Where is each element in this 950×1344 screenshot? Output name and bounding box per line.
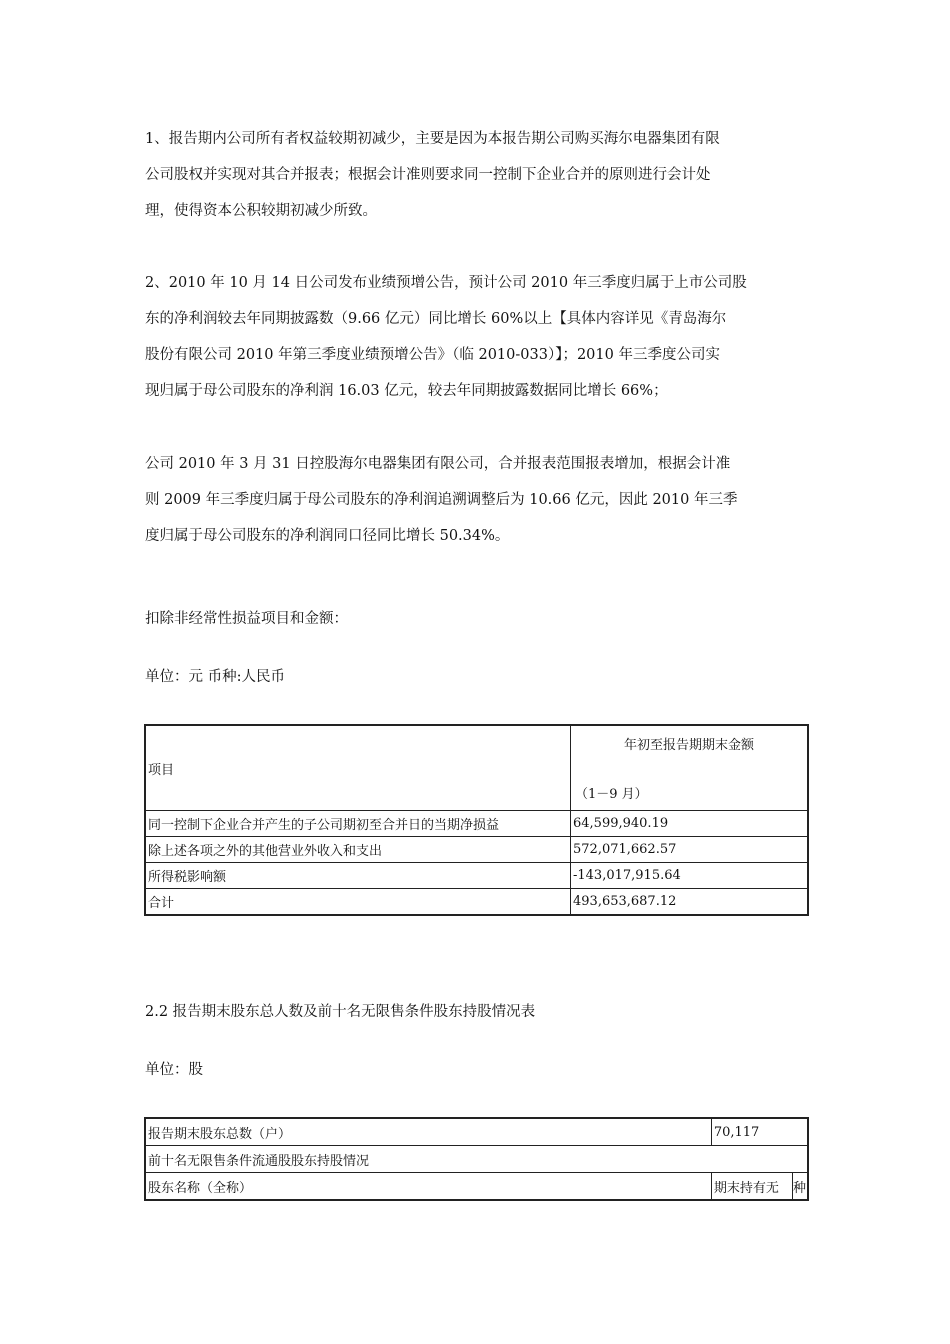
row-amount: 572,071,662.57 — [571, 837, 809, 863]
row-item: 同一控制下企业合并产生的子公司期初至合并日的当期净损益 — [145, 811, 571, 837]
table-row — [145, 889, 808, 916]
column-shareholder-name: 股东名称（全称） — [145, 1173, 711, 1201]
header-amount-period: （1－9 月） — [575, 787, 648, 802]
table-row — [145, 837, 808, 863]
row-item: 合计 — [145, 889, 571, 916]
total-shareholders-label: 报告期末股东总数（户） — [145, 1118, 711, 1146]
header-item: 项目 — [145, 725, 571, 811]
shareholders-table — [144, 1117, 809, 1201]
row-item: 除上述各项之外的其他营业外收入和支出 — [145, 837, 571, 863]
row-amount: 493,653,687.12 — [571, 889, 809, 916]
column-type: 种 — [792, 1173, 808, 1201]
unit-currency-label: 单位：元 币种:人民币 — [145, 669, 285, 685]
top10-label: 前十名无限售条件流通股股东持股情况 — [145, 1146, 808, 1173]
table-header-row — [145, 725, 808, 811]
table-row — [145, 1173, 808, 1201]
header-amount-label: 年初至报告期期末金额 — [623, 738, 754, 753]
paragraph-consolidation: 公司 2010 年 3 月 31 日控股海尔电器集团有限公司，合并报表范围报表增加，根据会计准 则 2009 年三季度归属于母公司股东的净利润追溯调整后为 10.66 亿元，因此 2010 年三季 度归属于母公司股东的净利润同口径同比增长 50.34%。 — [145, 456, 738, 544]
column-holding: 期末持有无 — [711, 1173, 792, 1201]
paragraph-equity-decrease: 1、报告期内公司所有者权益较期初减少，主要是因为本报告期公司购买海尔电器集团有限 公司股权并实现对其合并报表；根据会计准则要求同一控制下企业合并的原则进行会计处 理，使得资本公积较期初减少所致。 — [145, 131, 720, 219]
row-amount: -143,017,915.64 — [571, 863, 809, 889]
nonrecurring-items-table — [144, 724, 809, 916]
section-heading-shareholders: 2.2 报告期末股东总人数及前十名无限售条件股东持股情况表 — [145, 1004, 536, 1020]
table-row — [145, 1118, 808, 1146]
total-shareholders-value: 70,117 — [711, 1118, 808, 1146]
table-row — [145, 863, 808, 889]
row-amount: 64,599,940.19 — [571, 811, 809, 837]
section-heading-nonrecurring: 扣除非经常性损益项目和金额： — [145, 611, 348, 627]
table-row — [145, 811, 808, 837]
header-amount — [571, 725, 809, 811]
unit-shares-label: 单位：股 — [145, 1062, 203, 1078]
row-item: 所得税影响额 — [145, 863, 571, 889]
table-row — [145, 1146, 808, 1173]
paragraph-profit-forecast: 2、2010 年 10 月 14 日公司发布业绩预增公告，预计公司 2010 年三季度归属于上市公司股 东的净利润较去年同期披露数（9.66 亿元）同比增长 60%以上【具体内容详见《青岛海尔 股份有限公司 2010 年第三季度业绩预增公告》（临 2010-033）】；2010 年三季度公司实 现归属于母公司股东的净利润 16.03 亿元，较去年同期披露数据同比增长 66%； — [145, 275, 747, 399]
